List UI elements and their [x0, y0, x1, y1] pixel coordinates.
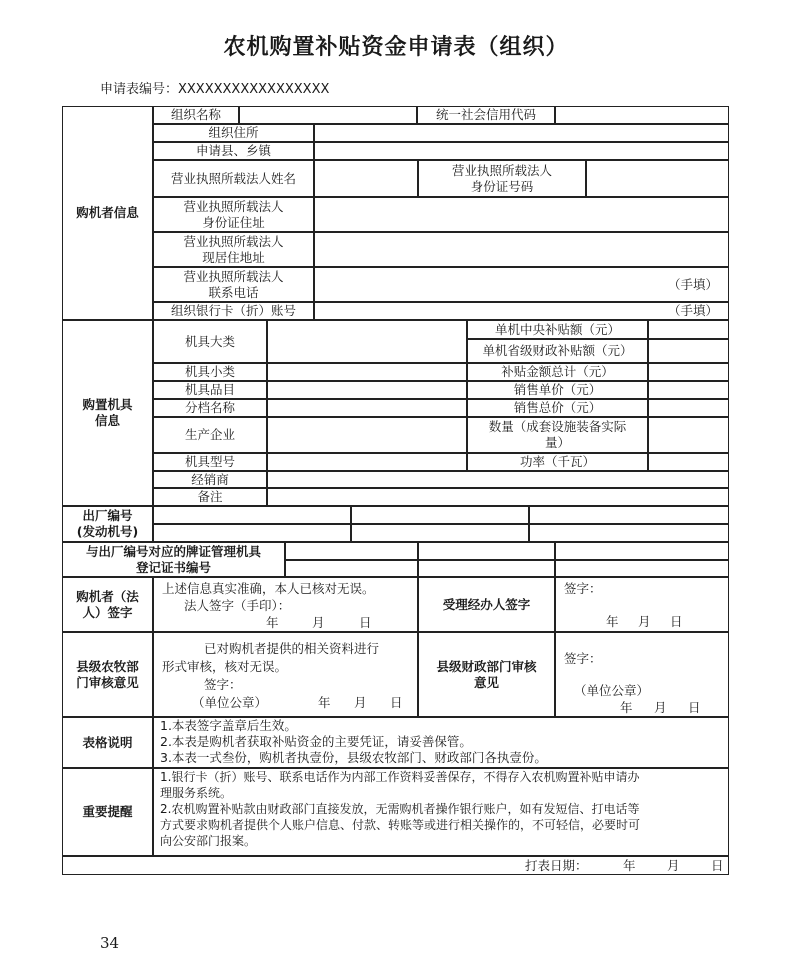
- legal-name-field[interactable]: [314, 160, 418, 197]
- factory-number-field-4[interactable]: [153, 524, 351, 542]
- grade-field[interactable]: [267, 399, 467, 417]
- buyer-sign-day: 日: [359, 615, 372, 630]
- org-address-label: 组织住所: [153, 124, 314, 142]
- manufacturer-field[interactable]: [267, 417, 467, 453]
- legal-sign-label: 法人签字（手印）：: [184, 598, 291, 613]
- factory-number-field-1[interactable]: [153, 506, 351, 524]
- residence-address-label: [153, 232, 314, 267]
- note-2: 2.本表是购机者获取补贴资金的主要凭证，请妥善保管。: [160, 734, 472, 749]
- quantity-label-line2: 量）: [544, 435, 570, 450]
- print-date-day: 日: [711, 858, 724, 873]
- handler-sign-box[interactable]: [555, 577, 729, 632]
- plate-field-4[interactable]: [285, 560, 418, 577]
- note-1: 1.本表签字盖章后生效。: [160, 718, 297, 733]
- agri-review-label-line1: 县级农牧部: [76, 658, 139, 674]
- handler-month: 月: [638, 614, 651, 629]
- county-town-label: 申请县、乡镇: [153, 142, 314, 160]
- quantity-field[interactable]: [648, 417, 729, 453]
- bank-account-field[interactable]: [314, 302, 729, 320]
- bank-note: （手填）: [667, 303, 718, 318]
- model-field[interactable]: [267, 453, 467, 471]
- agri-review-text-2: 形式审核，核对无误。: [162, 659, 288, 674]
- plate-field-1[interactable]: [285, 542, 418, 560]
- finance-review-month: 月: [654, 700, 667, 715]
- provincial-subsidy-field[interactable]: [648, 339, 729, 363]
- application-number: 申请表编号：XXXXXXXXXXXXXXXXX: [100, 82, 330, 97]
- power-label: 功率（千瓦）: [467, 453, 648, 471]
- total-price-field[interactable]: [648, 399, 729, 417]
- org-name-field[interactable]: [239, 106, 417, 124]
- reminder-2-line3: 向公安部门报案。: [160, 834, 257, 848]
- factory-number-field-5[interactable]: [351, 524, 529, 542]
- buyer-sign-label-line2: 人）签字: [82, 604, 133, 620]
- agri-review-text-1: 已对购机者提供的相关资料进行: [204, 641, 380, 656]
- buyer-sign-box[interactable]: [153, 577, 418, 632]
- factory-label-line1: 出厂编号: [82, 508, 133, 523]
- agri-review-day: 日: [390, 695, 403, 710]
- note-3: 3.本表一式叁份，购机者执壹份，县级农牧部门、财政部门各执壹份。: [160, 750, 547, 765]
- notes-box: [153, 717, 729, 768]
- agri-review-sign: 签字：: [204, 677, 242, 692]
- dealer-field[interactable]: [267, 471, 729, 488]
- total-price-label: 销售总价（元）: [467, 399, 648, 417]
- phone-label-line2: 联系电话: [208, 284, 259, 300]
- unit-price-field[interactable]: [648, 381, 729, 399]
- factory-number-field-6[interactable]: [529, 524, 729, 542]
- org-address-field[interactable]: [314, 124, 729, 142]
- id-address-field[interactable]: [314, 197, 729, 232]
- plate-label-line1: 与出厂编号对应的牌证管理机具: [85, 543, 261, 559]
- id-address-label-line2: 身份证住址: [202, 214, 265, 230]
- agri-review-month: 月: [354, 695, 367, 710]
- print-date-year: 年: [623, 858, 636, 873]
- county-town-field[interactable]: [314, 142, 729, 160]
- buyer-sign-label: [62, 577, 153, 632]
- reminder-1-line1: 1.银行卡（折）账号、联系电话作为内部工作资料妥善保存，不得存入农机购置补贴申请办: [160, 770, 640, 784]
- phone-note: （手填）: [667, 276, 718, 292]
- manufacturer-label: 生产企业: [153, 417, 267, 453]
- agri-review-label: [62, 632, 153, 717]
- reminder-box: [153, 768, 729, 856]
- machine-section-line1: 购置机具: [82, 397, 133, 412]
- factory-number-field-3[interactable]: [529, 506, 729, 524]
- handler-sign-text: 签字：: [564, 581, 602, 596]
- central-subsidy-field[interactable]: [648, 320, 729, 339]
- notes-label: 表格说明: [62, 717, 153, 768]
- provincial-subsidy-label: 单机省级财政补贴额（元）: [467, 339, 648, 363]
- subcategory-field[interactable]: [267, 363, 467, 381]
- quantity-label-line1: 数量（成套设施装备实际: [488, 419, 627, 434]
- buyer-sign-year: 年: [266, 615, 279, 630]
- subcategory-label: 机具小类: [153, 363, 267, 381]
- print-date-label: 打表日期：: [525, 858, 588, 873]
- subsidy-total-field[interactable]: [648, 363, 729, 381]
- finance-review-label: [418, 632, 555, 717]
- phone-label-line1: 营业执照所载法人: [183, 268, 284, 284]
- subsidy-total-label: 补贴金额总计（元）: [467, 363, 648, 381]
- id-address-label: [153, 197, 314, 232]
- form-title: 农机购置补贴资金申请表（组织）: [223, 35, 569, 60]
- central-subsidy-label: 单机中央补贴额（元）: [467, 320, 648, 339]
- print-date-month: 月: [667, 858, 680, 873]
- model-label: 机具型号: [153, 453, 267, 471]
- legal-id-label-line2: 身份证号码: [470, 178, 534, 194]
- page-number: 34: [100, 934, 120, 952]
- agri-review-year: 年: [318, 695, 331, 710]
- agri-review-box[interactable]: [153, 632, 418, 717]
- category-label: 机具大类: [153, 320, 267, 363]
- machine-section-line2: 信息: [94, 413, 120, 428]
- item-field[interactable]: [267, 381, 467, 399]
- factory-number-label: [62, 506, 153, 542]
- buyer-sign-month: 月: [312, 615, 325, 630]
- legal-id-field[interactable]: [586, 160, 729, 197]
- handler-day: 日: [670, 614, 683, 629]
- plate-label-line2: 登记证书编号: [135, 559, 211, 575]
- factory-number-field-2[interactable]: [351, 506, 529, 524]
- plate-field-5[interactable]: [418, 560, 555, 577]
- phone-label: [153, 267, 314, 302]
- reminder-2-line1: 2.农机购置补贴款由财政部门直接发放，无需购机者操作银行账户，如有发短信、打电话等: [160, 802, 640, 816]
- quantity-label: [467, 417, 648, 453]
- remarks-label: 备注: [153, 488, 267, 506]
- reminder-2-line2: 方式要求购机者提供个人账户信息、付款、转账等或进行相关操作的，不可轻信，必要时可: [160, 818, 641, 832]
- phone-field[interactable]: [314, 267, 729, 302]
- handler-year: 年: [606, 614, 619, 629]
- finance-review-seal: （单位公章）: [574, 683, 650, 698]
- id-address-label-line1: 营业执照所载法人: [183, 198, 284, 214]
- finance-review-sign: 签字：: [564, 651, 602, 666]
- finance-review-box[interactable]: [555, 632, 729, 717]
- reminder-label: 重要提醒: [62, 768, 153, 856]
- handler-sign-label: 受理经办人签字: [418, 577, 555, 632]
- finance-review-label-line1: 县级财政部门审核: [436, 658, 537, 674]
- finance-review-year: 年: [620, 700, 633, 715]
- buyer-section-label: 购机者信息: [62, 106, 153, 320]
- residence-label-line2: 现居住地址: [202, 249, 265, 265]
- factory-label-line2: (发动机号): [76, 524, 139, 539]
- category-field[interactable]: [267, 320, 467, 363]
- finance-review-label-line2: 意见: [473, 674, 499, 690]
- machine-section-label: [62, 320, 153, 506]
- item-label: 机具品目: [153, 381, 267, 399]
- plate-certificate-label: [62, 542, 285, 577]
- remarks-field[interactable]: [267, 488, 729, 506]
- bank-account-label: 组织银行卡（折）账号: [153, 302, 314, 320]
- buyer-sign-label-line1: 购机者（法: [76, 588, 139, 604]
- legal-id-label: [418, 160, 586, 197]
- legal-id-label-line1: 营业执照所载法人: [451, 162, 552, 178]
- buyer-statement: 上述信息真实准确，本人已核对无误。: [162, 581, 375, 596]
- reminder-1-line2: 理服务系统。: [160, 786, 233, 800]
- residence-label-line1: 营业执照所载法人: [183, 233, 284, 249]
- dealer-label: 经销商: [153, 471, 267, 488]
- residence-address-field[interactable]: [314, 232, 729, 267]
- agri-review-label-line2: 门审核意见: [76, 674, 139, 690]
- credit-code-field[interactable]: [555, 106, 729, 124]
- agri-review-seal: （单位公章）: [192, 695, 268, 710]
- plate-field-2[interactable]: [418, 542, 555, 560]
- finance-review-day: 日: [688, 700, 701, 715]
- power-field[interactable]: [648, 453, 729, 471]
- print-date-row: [62, 856, 729, 875]
- unit-price-label: 销售单价（元）: [467, 381, 648, 399]
- grade-label: 分档名称: [153, 399, 267, 417]
- credit-code-label: 统一社会信用代码: [417, 106, 555, 124]
- plate-field-6[interactable]: [555, 560, 729, 577]
- plate-field-3[interactable]: [555, 542, 729, 560]
- legal-name-label: 营业执照所载法人姓名: [153, 160, 314, 197]
- org-name-label: 组织名称: [153, 106, 239, 124]
